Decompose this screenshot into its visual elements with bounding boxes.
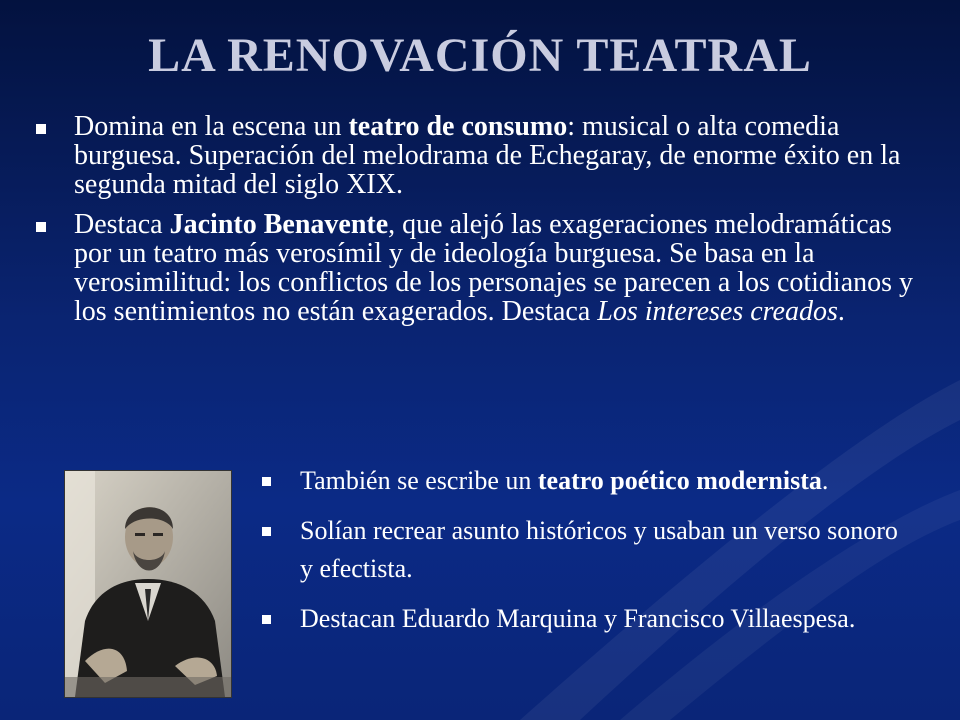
bullet-teatro-poetico: También se escribe un teatro poético modernista. bbox=[262, 462, 902, 500]
work-title: Los intereses creados bbox=[597, 296, 838, 327]
bullet-asuntos-historicos: Solían recrear asunto históricos y usaban un verso sonoro y efectista. bbox=[262, 512, 902, 588]
bullet-benavente: Destaca Jacinto Benavente, que alejó las exageraciones melodramáticas por un teatro más verosímil y de ideología burguesa. Se basa en la verosimilitud: los conflictos de los personajes se parecen a los cotidianos y los sentimientos no están exagerados. Destaca Los intereses creados. bbox=[36, 210, 916, 326]
square-bullet-icon bbox=[36, 124, 46, 134]
portrait-photo bbox=[64, 470, 232, 698]
square-bullet-icon bbox=[36, 222, 46, 232]
bold-term: teatro poético modernista bbox=[537, 466, 822, 495]
slide-title: LA RENOVACIÓN TEATRAL bbox=[148, 29, 812, 82]
bold-term: teatro de consumo bbox=[348, 111, 568, 142]
bullet-teatro-consumo: Domina en la escena un teatro de consumo: musical o alta comedia burguesa. Superación del melodrama de Echegaray, de enorme éxito en la segunda mitad del siglo XIX. bbox=[36, 112, 916, 199]
square-bullet-icon bbox=[262, 527, 271, 536]
square-bullet-icon bbox=[262, 615, 271, 624]
square-bullet-icon bbox=[262, 477, 271, 486]
bold-term: Jacinto Benavente bbox=[169, 209, 389, 240]
portrait-illustration bbox=[65, 471, 231, 697]
secondary-bullet-list bbox=[262, 462, 902, 650]
bullet-autores: Destacan Eduardo Marquina y Francisco Villaespesa. bbox=[262, 600, 902, 638]
main-bullet-list bbox=[36, 112, 916, 337]
